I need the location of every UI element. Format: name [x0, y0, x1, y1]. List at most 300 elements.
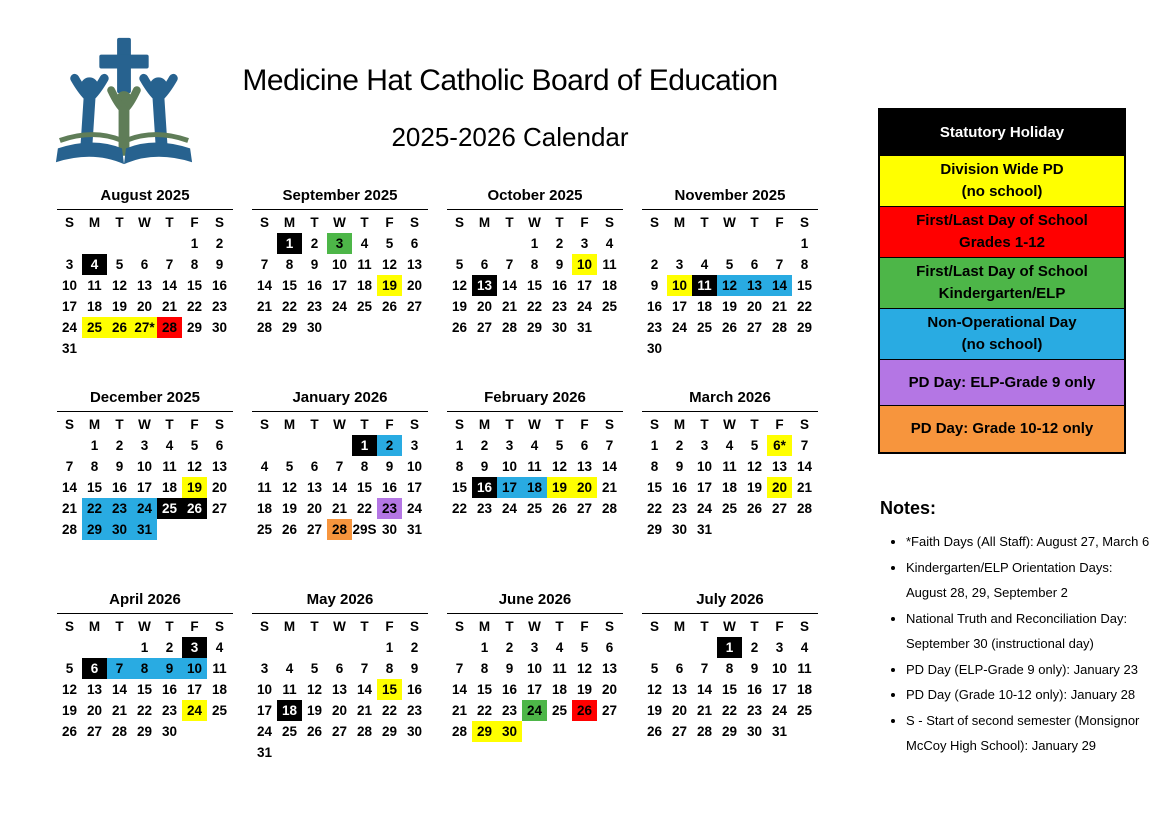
weekday-header: M	[283, 417, 296, 432]
calendar-day: 28	[771, 320, 788, 335]
calendar-day: 26	[381, 299, 398, 314]
calendar-day: 25	[696, 320, 713, 335]
month-title-rule	[57, 209, 233, 210]
weekday-header: S	[214, 215, 224, 230]
calendar-day: 11	[602, 257, 617, 272]
calendar-day: 7	[360, 661, 369, 676]
calendar-day: 2	[675, 438, 684, 453]
calendar-day: 19	[306, 703, 323, 718]
month-title-rule	[252, 209, 428, 210]
calendar-day: 5	[65, 661, 74, 676]
empty-cell	[157, 233, 182, 254]
calendar-day-black: 6	[82, 658, 107, 679]
calendar-day: 6	[140, 257, 149, 272]
calendar-day-yellow: 19	[182, 477, 207, 498]
weekday-header: S	[604, 417, 614, 432]
calendar-day: 20	[86, 703, 103, 718]
calendar-day: 25	[256, 522, 273, 537]
weekday-header: W	[528, 619, 541, 634]
calendar-day-blue: 12	[717, 275, 742, 296]
calendar-day: 27	[601, 703, 618, 718]
calendar-day-black: 25	[157, 498, 182, 519]
calendar-day: 14	[61, 480, 78, 495]
calendar-day: 21	[356, 703, 373, 718]
calendar-day: 4	[605, 236, 614, 251]
calendar-day: 3	[580, 236, 589, 251]
calendar-day-yellow: 26	[107, 317, 132, 338]
calendar-day: 25	[551, 703, 568, 718]
empty-cell	[252, 233, 277, 254]
month-december-2025	[57, 388, 233, 570]
calendar-day: 19	[746, 480, 763, 495]
calendar-day-yellow: 29	[472, 721, 497, 742]
board-logo	[50, 30, 198, 178]
month-title: September 2025	[282, 187, 398, 204]
calendar-day: 12	[381, 257, 398, 272]
calendar-day: 14	[696, 682, 713, 697]
calendar-day: 2	[115, 438, 124, 453]
calendar-day: 5	[650, 661, 659, 676]
weekday-header: T	[700, 619, 709, 634]
calendar-day: 8	[480, 661, 489, 676]
calendar-day: 9	[215, 257, 224, 272]
calendar-day: 6	[750, 257, 759, 272]
calendar-day: 13	[406, 257, 423, 272]
calendar-day: 17	[696, 480, 713, 495]
calendar-day: 3	[775, 640, 784, 655]
weekday-header: T	[750, 417, 759, 432]
calendar-day: 8	[385, 661, 394, 676]
calendar-day: 11	[357, 257, 372, 272]
calendar-day: 22	[451, 501, 468, 516]
calendar-day-black: 16	[472, 477, 497, 498]
calendar-day: 17	[406, 480, 423, 495]
calendar-day: 28	[61, 522, 78, 537]
calendar-day: 12	[111, 278, 128, 293]
calendar-day: 10	[696, 459, 713, 474]
calendar-day: 20	[331, 703, 348, 718]
calendar-day: 21	[161, 299, 178, 314]
calendar-day: 26	[721, 320, 738, 335]
weekday-header: W	[723, 619, 736, 634]
calendar-day: 3	[700, 438, 709, 453]
month-day-grid	[447, 616, 623, 742]
calendar-day: 21	[501, 299, 518, 314]
calendar-day-yellow: 25	[82, 317, 107, 338]
calendar-day: 17	[186, 682, 203, 697]
legend-statutory-holiday	[880, 110, 1124, 156]
calendar-day: 16	[746, 682, 763, 697]
empty-cell	[692, 637, 717, 658]
calendar-day: 10	[256, 682, 273, 697]
note-line: • Kindergarten/ELP Orientation Days:	[906, 559, 1113, 575]
calendar-day-blue: 7	[107, 658, 132, 679]
calendar-day-purple: 23	[377, 498, 402, 519]
calendar-day: 4	[360, 236, 369, 251]
calendar-day: 16	[161, 682, 178, 697]
calendar-day: 21	[601, 480, 618, 495]
calendar-day: 5	[385, 236, 394, 251]
calendar-day: 25	[356, 299, 373, 314]
calendar-day: 24	[671, 320, 688, 335]
calendar-day: 21	[111, 703, 128, 718]
calendar-day: 19	[721, 299, 738, 314]
calendar-day: 15	[646, 480, 663, 495]
month-title-rule	[252, 613, 428, 614]
calendar-day: 12	[281, 480, 298, 495]
calendar-day: 1	[190, 236, 199, 251]
calendar-day-yellow: 20	[767, 477, 792, 498]
calendar-day-red: 28	[157, 317, 182, 338]
weekday-header: F	[190, 417, 199, 432]
calendar-day: 9	[650, 278, 659, 293]
notes-heading: Notes:	[880, 498, 937, 518]
calendar-day: 5	[285, 459, 294, 474]
calendar-day: 20	[746, 299, 763, 314]
calendar-day: 27	[771, 501, 788, 516]
calendar-day: 26	[306, 724, 323, 739]
calendar-day: 11	[722, 459, 737, 474]
empty-cell	[472, 233, 497, 254]
calendar-day: 5	[750, 438, 759, 453]
calendar-day: 16	[551, 278, 568, 293]
calendar-day: 1	[140, 640, 149, 655]
calendar-day-black: 13	[472, 275, 497, 296]
calendar-day: 23	[501, 703, 518, 718]
calendar-day: 30	[671, 522, 688, 537]
calendar-day-yellow: 27*	[132, 317, 157, 338]
calendar-day: 29	[526, 320, 543, 335]
calendar-day-blue: 23	[107, 498, 132, 519]
calendar-day: 17	[771, 682, 788, 697]
weekday-header: F	[385, 619, 394, 634]
calendar-day: 11	[797, 661, 812, 676]
calendar-day: 31	[576, 320, 593, 335]
weekday-header: T	[310, 215, 319, 230]
weekday-header: F	[775, 215, 784, 230]
weekday-header: T	[700, 215, 709, 230]
calendar-day: 29S	[352, 522, 377, 537]
calendar-day: 30	[551, 320, 568, 335]
calendar-day: 27	[746, 320, 763, 335]
weekday-header: S	[454, 417, 464, 432]
weekday-header: T	[115, 215, 124, 230]
calendar-day: 9	[115, 459, 124, 474]
calendar-day: 5	[455, 257, 464, 272]
calendar-day: 13	[331, 682, 348, 697]
calendar-day: 21	[331, 501, 348, 516]
calendar-day: 3	[530, 640, 539, 655]
calendar-day-yellow: 20	[572, 477, 597, 498]
calendar-day: 15	[451, 480, 468, 495]
notes-section	[880, 498, 1176, 759]
empty-cell	[302, 435, 327, 456]
calendar-day: 2	[480, 438, 489, 453]
calendar-day: 4	[215, 640, 224, 655]
calendar-day: 1	[480, 640, 489, 655]
calendar-day: 24	[501, 501, 518, 516]
month-july-2026	[642, 590, 818, 772]
weekday-header: T	[505, 215, 514, 230]
note-item	[906, 708, 1176, 759]
calendar-day: 20	[211, 480, 228, 495]
month-title: December 2025	[89, 389, 201, 406]
empty-cell	[642, 637, 667, 658]
calendar-day: 13	[211, 459, 228, 474]
weekday-header: M	[478, 417, 491, 432]
calendar-day: 11	[162, 459, 177, 474]
calendar-day: 17	[576, 278, 593, 293]
calendar-day-yellow: 24	[182, 700, 207, 721]
calendar-day: 11	[282, 682, 297, 697]
weekday-header: F	[385, 215, 394, 230]
calendar-day: 25	[211, 703, 228, 718]
calendar-day: 14	[161, 278, 178, 293]
month-title-rule	[447, 411, 623, 412]
calendar-day: 16	[306, 278, 323, 293]
calendar-day: 15	[281, 278, 298, 293]
calendar-day: 10	[61, 278, 78, 293]
note-line: • National Truth and Reconciliation Day:	[906, 610, 1128, 626]
month-january-2026	[252, 388, 428, 570]
calendar-day: 2	[555, 236, 564, 251]
calendar-day: 7	[505, 257, 514, 272]
calendar-day: 16	[381, 480, 398, 495]
calendar-day: 5	[725, 257, 734, 272]
calendar-day: 22	[381, 703, 398, 718]
calendar-day: 6	[215, 438, 224, 453]
calendar-day: 28	[356, 724, 373, 739]
legend-label: First/Last Day of School	[916, 263, 1088, 280]
legend-label: PD Day: ELP-Grade 9 only	[908, 373, 1096, 391]
calendar-day-blue: 31	[132, 519, 157, 540]
calendar-day: 30	[211, 320, 228, 335]
calendar-day: 30	[161, 724, 178, 739]
calendar-day: 4	[260, 459, 269, 474]
calendar-day: 7	[775, 257, 784, 272]
calendar-day-yellow: 19	[377, 275, 402, 296]
calendar-day: 24	[771, 703, 788, 718]
calendar-day: 29	[381, 724, 398, 739]
calendar-day: 14	[601, 459, 618, 474]
calendar-day: 24	[61, 320, 78, 335]
calendar-day: 4	[555, 640, 564, 655]
empty-cell	[692, 233, 717, 254]
calendar-day: 28	[256, 320, 273, 335]
empty-cell	[107, 233, 132, 254]
calendar-day: 11	[552, 661, 567, 676]
month-title: July 2026	[696, 591, 764, 608]
calendar-day: 26	[551, 501, 568, 516]
month-title-rule	[447, 209, 623, 210]
weekday-header: F	[580, 417, 589, 432]
calendar-day: 28	[451, 724, 468, 739]
calendar-day: 3	[505, 438, 514, 453]
month-title: January 2026	[292, 389, 388, 406]
calendar-day: 18	[86, 299, 103, 314]
empty-cell	[252, 435, 277, 456]
calendar-day: 20	[306, 501, 323, 516]
legend-first-last-day-of-school	[880, 207, 1124, 258]
calendar-day: 14	[111, 682, 128, 697]
weekday-header: F	[775, 417, 784, 432]
calendar-day: 18	[211, 682, 228, 697]
month-day-grid	[447, 414, 623, 519]
calendar-day: 10	[136, 459, 153, 474]
weekday-header: M	[478, 215, 491, 230]
month-august-2025	[57, 186, 233, 368]
weekday-header: M	[673, 215, 686, 230]
calendar-day: 29	[646, 522, 663, 537]
calendar-day: 3	[675, 257, 684, 272]
calendar-day: 12	[186, 459, 203, 474]
calendar-day: 27	[671, 724, 688, 739]
calendar-day: 6	[480, 257, 489, 272]
note-line: August 28, 29, September 2	[906, 585, 1068, 600]
calendar-day: 2	[650, 257, 659, 272]
calendar-day: 2	[505, 640, 514, 655]
calendar-day: 8	[455, 459, 464, 474]
calendar-day: 17	[256, 703, 273, 718]
empty-cell	[327, 637, 352, 658]
calendar-day: 22	[281, 299, 298, 314]
calendar-day: 31	[61, 341, 78, 356]
calendar-day: 10	[526, 661, 543, 676]
weekday-header: M	[478, 619, 491, 634]
calendar-day: 7	[800, 438, 809, 453]
calendar-day: 6	[675, 661, 684, 676]
calendar-day: 19	[646, 703, 663, 718]
calendar-day: 20	[476, 299, 493, 314]
legend	[878, 108, 1126, 454]
calendar-day: 11	[87, 278, 102, 293]
calendar-day: 22	[476, 703, 493, 718]
calendar-day: 8	[725, 661, 734, 676]
weekday-header: S	[799, 619, 809, 634]
weekday-header: T	[750, 215, 759, 230]
calendar-day: 13	[86, 682, 103, 697]
weekday-header: W	[333, 619, 346, 634]
board-logo-graphic	[50, 30, 198, 178]
calendar-day: 28	[501, 320, 518, 335]
calendar-day: 14	[356, 682, 373, 697]
calendar-day: 2	[215, 236, 224, 251]
weekday-header: S	[409, 215, 419, 230]
calendar-day: 4	[285, 661, 294, 676]
calendar-day-blue: 30	[107, 519, 132, 540]
calendar-day: 24	[406, 501, 423, 516]
calendar-day: 27	[576, 501, 593, 516]
empty-cell	[277, 637, 302, 658]
month-day-grid	[642, 616, 818, 742]
weekday-header: M	[88, 417, 101, 432]
weekday-header: W	[723, 215, 736, 230]
legend-label: Statutory Holiday	[939, 123, 1065, 141]
weekday-header: W	[138, 215, 151, 230]
calendar-day: 23	[671, 501, 688, 516]
month-title-rule	[642, 613, 818, 614]
calendar-day-yellow: 10	[572, 254, 597, 275]
calendar-day: 26	[746, 501, 763, 516]
calendar-day: 8	[360, 459, 369, 474]
calendar-day: 24	[331, 299, 348, 314]
calendar-day-blue: 9	[157, 658, 182, 679]
calendar-day: 22	[186, 299, 203, 314]
calendar-day: 22	[721, 703, 738, 718]
month-may-2026	[252, 590, 428, 772]
month-title-rule	[252, 411, 428, 412]
calendar-day: 6	[580, 438, 589, 453]
calendar-day: 17	[61, 299, 78, 314]
weekday-header: S	[604, 619, 614, 634]
calendar-day: 13	[576, 459, 593, 474]
calendar-day: 7	[260, 257, 269, 272]
calendar-day: 21	[696, 703, 713, 718]
weekday-header: T	[505, 619, 514, 634]
calendar-day-black: 3	[182, 637, 207, 658]
calendar-day: 15	[356, 480, 373, 495]
empty-cell	[447, 233, 472, 254]
calendar-day: 16	[111, 480, 128, 495]
calendar-day: 5	[115, 257, 124, 272]
calendar-day: 22	[526, 299, 543, 314]
empty-cell	[667, 233, 692, 254]
legend-label: Non-Operational Day	[927, 314, 1077, 331]
legend-label: Kindergarten/ELP	[938, 285, 1066, 302]
calendar-day: 25	[796, 703, 813, 718]
weekday-header: S	[799, 215, 809, 230]
calendar-day: 30	[381, 522, 398, 537]
calendar-day: 6	[335, 661, 344, 676]
calendar-day-black: 1	[277, 233, 302, 254]
figure-center-icon	[111, 90, 137, 150]
empty-cell	[302, 637, 327, 658]
calendar-day: 30	[406, 724, 423, 739]
month-title: February 2026	[484, 389, 586, 406]
note-item	[906, 529, 1176, 555]
calendar-day: 16	[211, 278, 228, 293]
calendar-day: 31	[771, 724, 788, 739]
weekday-header: S	[454, 619, 464, 634]
month-day-grid	[57, 616, 233, 742]
calendar-day: 7	[335, 459, 344, 474]
calendar-day: 14	[451, 682, 468, 697]
empty-cell	[107, 637, 132, 658]
calendar-day-blue: 29	[82, 519, 107, 540]
weekday-header: M	[88, 215, 101, 230]
calendar-day: 9	[555, 257, 564, 272]
calendar-day: 13	[601, 661, 618, 676]
calendar-day: 19	[281, 501, 298, 516]
weekday-header: T	[750, 619, 759, 634]
calendar-day: 24	[696, 501, 713, 516]
calendar-day: 27	[211, 501, 228, 516]
calendar-day-black: 26	[182, 498, 207, 519]
calendar-day-yellow: 10	[667, 275, 692, 296]
page-header	[185, 64, 835, 153]
calendar-day: 15	[136, 682, 153, 697]
calendar-day: 23	[746, 703, 763, 718]
month-day-grid	[252, 414, 428, 540]
month-title-rule	[57, 411, 233, 412]
note-line: September 30 (instructional day)	[906, 636, 1094, 651]
weekday-header: F	[580, 215, 589, 230]
legend-label: First/Last Day of School	[916, 212, 1088, 229]
calendar-day: 7	[700, 661, 709, 676]
weekday-header: S	[604, 215, 614, 230]
calendar-day: 16	[671, 480, 688, 495]
calendar-day-blue: 2	[377, 435, 402, 456]
